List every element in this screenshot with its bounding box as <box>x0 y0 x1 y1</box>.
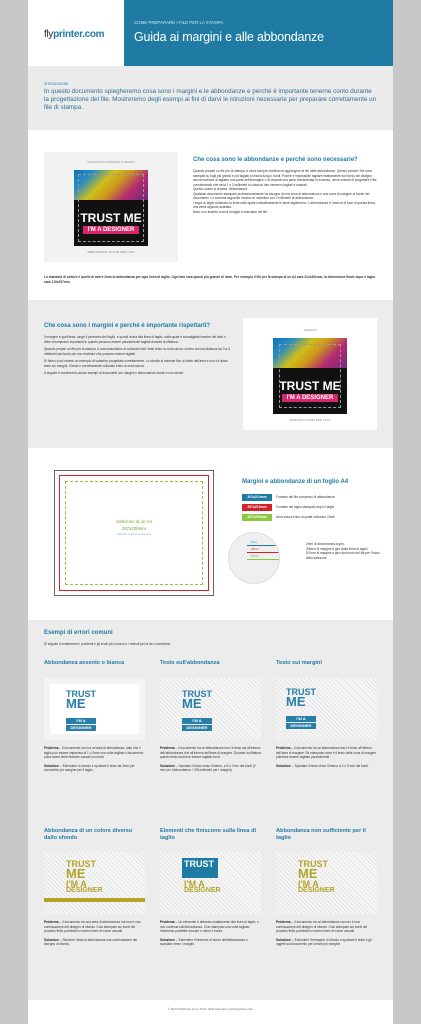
solution-label: Soluzione <box>160 763 176 768</box>
margins-paragraph: A seguire ti mostreremo alcuni esempi di documenti con margini e abbondanze idonei e non idonei. <box>44 371 184 376</box>
example-description: Problema – Il documento ha una area di abbondanza ma non è una continuazione del disegno di sfondo. Così stampato sui bordi del prodotto finito potrebbero esserci linee di colore casuali. Soluzione – Rendere l'area di abbondanza una continuazione del disegno di sfondo. <box>44 920 141 947</box>
legend-size: 297x210mm <box>242 504 272 511</box>
legend-text: Formato del file compreso di abbondanza <box>276 495 335 500</box>
mini-line: I'M A <box>298 878 319 889</box>
legend-text: Formato del foglio stampato dopo il taglio <box>276 505 335 510</box>
zoom-text-line: 5/7mm di margine a giro dal bordo del file per l'inizio della safezone. <box>306 551 380 560</box>
example-title: Abbondanza non sufficiente per il taglio <box>276 828 366 841</box>
page-title: Guida ai margini e alle abbondanze <box>134 30 324 44</box>
logo-prefix: fly <box>44 29 54 40</box>
mini-line: TRUST <box>184 859 214 869</box>
margin-line <box>279 344 341 408</box>
margins-image-top-caption: MARGINI <box>303 328 317 332</box>
bleed-text <box>193 169 381 214</box>
mini-line: ME <box>66 866 86 882</box>
bleed-standard-note: Lo standard di settore è quello di avere 2mm di abbondanza per ogni linea di taglio. Ogni lato sarà quindi più grande di 4mm. Per esempio il file per la stampa di un A4 sarà 214x301mm, la dimensione finale dopo il taglio sarà 210x297mm. <box>44 275 376 284</box>
example-image <box>276 678 377 740</box>
legend-size: 287x200mm <box>242 514 272 521</box>
example-description: Problema – Un elemento è allineato esattamente alla linea di taglio, e non continua sull'abbondanza. Così stampato una volta tagliato l'elemento potrebbe toccare o meno il bordo. Soluzione – Estendere l'elemento al bordo dell'abbondanza o spostarlo entro i margini. <box>160 920 259 947</box>
problem-text: Il documento ha un'abbondanza ma non è una continuazione del disegno di sfondo. Così stampato sui bordi del prodotto finito potrebbero esserci linee di colore casuali. <box>276 920 368 934</box>
page-subtitle: COME PREPARARE I FILE PER LA STAMPA <box>134 20 224 25</box>
footer-text: © 2014 FlyPrinter.com | Tutti i diritti riservati | www.flyprinter.com <box>167 1007 254 1011</box>
problem-text: Il documento non ha un'area di abbondanza, dato che il taglio può essere impreciso di 1 o 2mm una volta tagliato il documento potrà avere linee bianche casuali sui bordi. <box>44 746 144 760</box>
example-card <box>276 828 377 841</box>
errors-intro: Di seguito ti mostreremo i problemi e gli errori più comuni e i metodi per la loro correzione. <box>44 642 172 646</box>
poster-line1: TRUST ME <box>80 211 142 225</box>
mini-line: ME <box>286 694 306 710</box>
zoom-line-trim <box>247 552 280 553</box>
mini-line: DESIGNER <box>298 886 335 894</box>
mini-line: I'M A <box>66 878 87 889</box>
mini-line: DESIGNER <box>66 886 103 894</box>
mini-line: TRUST <box>298 859 328 869</box>
section-common-errors <box>28 620 393 1000</box>
example-title: Abbondanza assente o bianca <box>44 660 125 666</box>
mini-text <box>184 860 214 868</box>
bleed-paragraph: Questo scarto si chiama "abbondanza". <box>193 187 249 192</box>
zoom-label: 5/7mm <box>251 555 259 558</box>
solution-label: Soluzione <box>44 763 60 768</box>
intro-label: INTRODUZIONE <box>44 82 69 86</box>
mini-band: I'M A <box>286 716 316 722</box>
example-card <box>44 828 145 841</box>
poster-line1: TRUST ME <box>279 379 341 393</box>
solution-text: Estendere l'elemento al bordo dell'abbondanza o spostarlo entro i margini. <box>160 937 248 947</box>
margins-text <box>44 335 232 376</box>
zoom-label: 2mm <box>251 541 257 544</box>
safe-zone-note: collocare i testi in questa area <box>116 533 152 536</box>
mini-text <box>298 860 335 894</box>
mini-line: DESIGNER <box>184 887 221 895</box>
bleed-image-bottom-caption: ABBONDANZA DI 2MM PER LATO <box>87 250 135 254</box>
mini-line: ME <box>298 866 318 882</box>
trim-line <box>78 174 144 242</box>
margins-title: Che cosa sono i margini e perché è importante rispettarli? <box>44 323 211 329</box>
mini-text <box>66 860 103 894</box>
logo[interactable] <box>44 28 104 42</box>
problem-text: Il documento ha un'abbondanza ma c'è testo all'interno dell'area di margine. Se stampata come è il testo nella zona di margine potrebbe essere tagliato parzialmente. <box>276 746 377 760</box>
section-margins <box>28 300 393 448</box>
footer <box>28 1000 393 1024</box>
olive-stripe <box>44 898 145 902</box>
bleed-paragraph: I segni di taglio mostrano la linea sulla quale indicativamente le lame taglieranno. L'abbondanza è l'area al di fuori di questa linea, che verrà appunto scartata. <box>193 200 376 210</box>
mini-text <box>182 690 212 710</box>
problem-label: Problema <box>44 920 59 924</box>
mini-line: ME <box>182 696 202 712</box>
bleed-image-top-caption: VOLANTINO DURANTE IL TAGLIO <box>87 160 135 164</box>
legend-size: 301x214mm <box>242 494 272 501</box>
mini-band: I'M A <box>182 718 212 724</box>
example-title: Abbondanza di un colore diverso dallo sfondo <box>44 828 133 841</box>
zoom-label: 3/5mm <box>251 548 259 551</box>
a4-file-area <box>54 470 214 596</box>
problem-label: Problema <box>276 746 291 750</box>
example-description: Problema – Il documento ha un'abbondanza ma c'è testo sia all'interno dell'abbondanza che all'interno dell'area di margine. Durante la rifilatura questo testo rischia di essere tagliato fuori. Soluzione – Spostare il testo verso l'interno, a 5 o 7mm dai bordi (2 mm per l'abbondanza + 3/5 millimetri per i margini). <box>160 746 261 773</box>
poster-line2: I'M A DESIGNER <box>83 226 139 234</box>
mini-line: I'M A <box>184 879 205 889</box>
legend-row <box>242 494 335 501</box>
example-title: Testo sull'abbondanza <box>160 660 220 666</box>
solution-text: Spostare il testo verso l'interno a 3 o 5 mm dai bordi. <box>294 763 369 768</box>
example-title: Testo sui margini <box>276 660 322 666</box>
legend-row <box>242 514 334 521</box>
bleed-paragraph: Qualsiasi documento stampato professionalmente ha bisogno di una zona di abbondanza e una zona di margine al bordo del documento. Lo schema seguente mostra un volantino con 2 millimetri di abbondanza. <box>193 191 370 201</box>
poster-line2: I'M A DESIGNER <box>282 394 338 402</box>
safe-zone-size: 287x200mm <box>121 526 147 531</box>
solution-text: Estendere lo sfondo e spostare il testo da 3mm per consentire più margine per il taglio. <box>44 763 135 773</box>
page <box>28 0 393 1024</box>
zoom-text-line: 3/5mm di margine a giro dalla linea di taglio. <box>306 546 369 551</box>
problem-text: Un elemento è allineato esattamente alla linea di taglio, e non continua sull'abbondanza. Così stampato una volta tagliato l'elemento potrebbe toccare o meno il bordo. <box>160 920 259 934</box>
zoom-line-bleed <box>247 545 280 546</box>
mini-line: TRUST <box>286 687 316 697</box>
margins-paragraph: Il margine è quell'area, lungo il perimetro del foglio, e quindi vicina alla linea di taglio, sulla quale è sconsigliato inserire dei testi o delle informazioni importanti in quanto possono essere parzialmente tagliati durante la rifilatura. <box>44 335 226 344</box>
intro-text: In questo documento spiegheremo cosa sono i margini e le abbondanze e perché è importante tenerne conto durante la progettazione del file. Mostreremo degli esempi ai fini di darvi le istruzioni necessarie per preparare correttamente un file di stampa. <box>44 88 377 111</box>
example-card <box>276 660 377 667</box>
section-bleed <box>28 130 393 300</box>
mini-line: TRUST <box>66 859 96 869</box>
header <box>28 0 393 66</box>
bleed-title: Che cosa sono le abbondanze e perché sono necessarie? <box>193 157 358 163</box>
problem-label: Problema <box>160 920 175 924</box>
zoom-line-safe <box>247 559 280 560</box>
example-card <box>160 660 261 667</box>
mini-text <box>66 690 96 710</box>
problem-label: Problema <box>44 746 59 750</box>
example-description: Problema – Il documento ha un'abbondanza ma c'è testo all'interno dell'area di margine. Se stampata come è il testo nella zona di margine potrebbe essere tagliato parzialmente. Soluzione – Spostare il testo verso l'interno a 3 o 5 mm dai bordi. <box>276 746 377 768</box>
example-image <box>160 678 261 740</box>
problem-text: Il documento ha un'abbondanza ma c'è testo sia all'interno dell'abbondanza che all'interno dell'area di margine. Durante la rifilatura questo testo rischia di essere tagliato fuori. <box>160 746 261 760</box>
example-card <box>44 660 145 667</box>
solution-label: Soluzione <box>276 763 292 768</box>
example-description: Problema – Il documento ha un'abbondanza ma non è una continuazione del disegno di sfondo. Così stampato sui bordi del prodotto finito potrebbero esserci linee di colore casuali. Soluzione – Estendere l'immagine di sfondo o spostare il testo e gli oggetti sul documento per creare più margine. <box>276 920 372 947</box>
mini-text <box>286 688 316 708</box>
a4-title: Margini e abbondanze di un foglio A4 <box>242 479 349 485</box>
legend-text: Area sicura entro la quale collocare i testi <box>276 515 335 520</box>
mini-line: TRUST <box>66 689 96 699</box>
example-description: Problema – Il documento non ha un'area di abbondanza, dato che il taglio può essere impreciso di 1 o 2mm una volta tagliato il documento potrà avere linee bianche casuali sui bordi. Soluzione – Estendere lo sfondo e spostare il testo da 3mm per consentire più margine per il taglio. <box>44 746 144 773</box>
section-a4 <box>28 448 393 620</box>
legend-row <box>242 504 334 511</box>
example-card <box>160 828 261 841</box>
solution-label: Soluzione <box>44 937 60 942</box>
solution-label: Soluzione <box>276 937 292 942</box>
mini-line: ME <box>66 696 86 712</box>
mini-band: I'M A <box>66 718 96 724</box>
example-image <box>160 852 261 914</box>
zoom-text-line: 2mm di abbondanza a giro. <box>306 542 345 546</box>
example-title: Elementi che finiscono sulla linea di taglio <box>160 828 257 841</box>
header-bar <box>124 0 393 66</box>
mini-band: DESIGNER <box>66 725 96 731</box>
mini-band: DESIGNER <box>286 723 316 729</box>
problem-label: Problema <box>160 746 175 750</box>
solution-label: Soluzione <box>160 937 176 942</box>
solution-text: Spostare il testo verso l'interno, a 5 o 7mm dai bordi (2 mm per l'abbondanza + 3/5 millimetri per i margini). <box>160 763 256 773</box>
mini-band: DESIGNER <box>182 725 212 731</box>
problem-text: Il documento ha una area di abbondanza ma non è una continuazione del disegno di sfondo. Così stampato sui bordi del prodotto finito potrebbero esserci linee di colore casuali. <box>44 920 141 934</box>
zoom-text <box>306 542 382 560</box>
solution-text: Estendere l'immagine di sfondo o spostare il testo e gli oggetti sul documento per creare più margine. <box>276 937 372 947</box>
bleed-paragraph: Quando prepari un file per la stampa, ti verrà sempre richiesto di aggiungere al file delle abbondanze. Questo perché i file sono stampati su fogli più grandi e poi tagliati a misura lungo i bordi. Poiché è impossibile tagliare esattamente sul bordo del disegno senza rischiare di tagliare una parte dell'immagine o di lasciare una parte indesiderata in eccesso, viene chiesto di progettare il file considerando che circa 2 o 3 millimetri su ciascun lato verranno tagliati e scartati. <box>193 169 377 187</box>
intro-section <box>28 66 393 130</box>
bleed-paragraph: Nota: non inserire crocini di taglio e marcatori nel file. <box>193 209 268 214</box>
corner-zoom-circle <box>228 532 280 584</box>
example-image <box>276 852 377 914</box>
margins-paragraph: Di fianco puoi vedere un esempio di volantino progettato correttamente. Lo sfondo si estende fino al limite dell'area e non c'è alcun testo sui margini. Il testo è correttamente collocato entro la zona sicura. <box>44 359 229 368</box>
margins-image-bottom-caption: MARGINE DI 5MM PER LATO <box>289 418 331 422</box>
logo-suffix: printer.com <box>53 29 105 40</box>
example-image <box>44 852 145 914</box>
mini-line: TRUST <box>182 689 212 699</box>
mini-text <box>184 880 221 894</box>
solution-text: Rendere l'area di abbondanza una continuazione del disegno di sfondo. <box>44 937 138 947</box>
margins-paragraph: Quando prepari un file per la stampa, ti raccomandiamo di collocare tutti i testi entro la zona sicura, ovvero ad una distanza da 3 a 5 millimetri dal bordo per non rischiare che possano essere tagliati. <box>44 347 230 356</box>
margins-illustration <box>243 318 377 430</box>
errors-title: Esempi di errori comuni <box>44 630 113 636</box>
example-image <box>44 678 145 740</box>
safe-zone-label: Safezone di un A4 <box>116 519 152 524</box>
problem-label: Problema <box>276 920 291 924</box>
bleed-illustration <box>44 152 178 262</box>
